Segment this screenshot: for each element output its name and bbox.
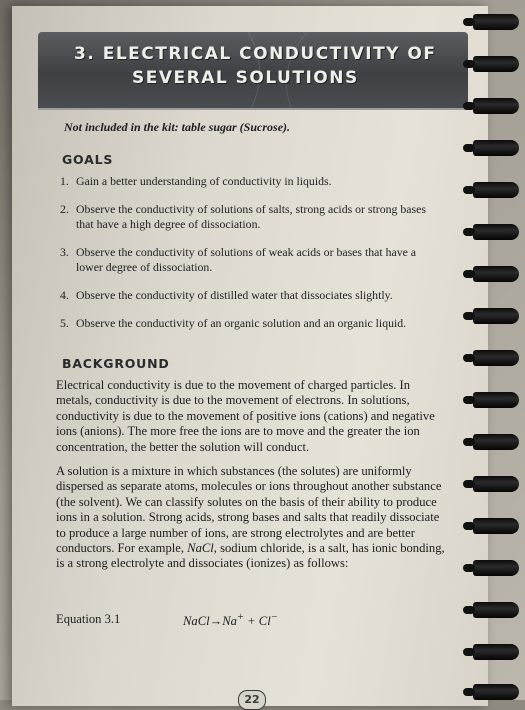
binding-ring-icon: [473, 14, 519, 30]
paragraph-text-end: sodium chloride, is a salt, has ionic bonding, is a strong electrolyte and dissociates (ionizes) as follows:: [56, 541, 445, 571]
background-paragraph-2: [56, 464, 446, 572]
chapter-banner: [38, 32, 468, 108]
background-heading: BACKGROUND: [62, 356, 170, 371]
binding-ring-icon: [473, 224, 519, 240]
equation-expression: [183, 612, 278, 629]
binding-ring-icon: [473, 266, 519, 282]
page-number: 22: [238, 690, 266, 710]
list-item-text: Gain a better understanding of conductivity in liquids.: [76, 174, 332, 188]
equation-product-1: Na: [222, 614, 237, 629]
list-item: [60, 316, 440, 331]
equation-label: Equation 3.1: [56, 612, 121, 626]
binding-ring-icon: [473, 392, 519, 408]
goals-heading: GOALS: [62, 152, 114, 167]
equation-charge-2: −: [270, 612, 278, 623]
binding-ring-icon: [473, 476, 519, 492]
list-item-text: Observe the conductivity of solutions of salts, strong acids or strong bases that have a high degree of dissociation.: [76, 202, 426, 231]
background-paragraph-1: Electrical conductivity is due to the movement of charged particles. In metals, conductivity is due to the movement of electrons. In solutions, conductivity is due to the movement of positive ions (cations) and negative ions (anions). The more free the ions are to move and the greater the ion concentration, the better the solution will conduct.: [56, 378, 435, 454]
list-item-number: 2.: [60, 202, 69, 216]
binding-ring-icon: [473, 560, 519, 576]
chapter-title: [74, 42, 454, 90]
list-item-number: 3.: [60, 245, 69, 259]
list-item: [60, 288, 440, 303]
binding-ring-icon: [473, 98, 519, 114]
binding-ring-icon: [473, 434, 519, 450]
binding-ring-icon: [473, 56, 519, 72]
chapter-title-line1: 3. ELECTRICAL CONDUCTIVITY OF: [74, 44, 437, 64]
paragraph-text-start: A solution is a mixture in which substances (the solutes) are uniformly dispersed as separate atoms, molecules or ions throughout another substance (the solvent). We can classify solutes on the basis of their ability to produce ions in a solution. Strong acids, strong bases and salts that readily dissociate to produce a large number of ions, are strong electrolytes and are better conductors. For example,: [56, 464, 442, 556]
list-item-text: Observe the conductivity of distilled water that dissociates slightly.: [76, 288, 393, 302]
equation-charge-1: +: [236, 612, 244, 623]
book-page: [12, 6, 488, 706]
goals-list: [60, 174, 440, 344]
equation-product-2: Cl: [258, 614, 271, 629]
binding-ring-icon: [473, 644, 519, 660]
equation-reactant: NaCl: [183, 614, 210, 629]
binding-ring-icon: [473, 518, 519, 534]
list-item-number: 1.: [60, 174, 69, 188]
binding-ring-icon: [473, 684, 519, 700]
binding-ring-icon: [473, 308, 519, 324]
chapter-title-line2: SEVERAL SOLUTIONS: [132, 68, 359, 88]
banner-divider: [38, 108, 468, 110]
list-item-text: Observe the conductivity of solutions of weak acids or bases that have a lower degree of dissociation.: [76, 245, 417, 274]
list-item-text: Observe the conductivity of an organic solution and an organic liquid.: [76, 316, 407, 330]
reaction-arrow-icon: →: [209, 614, 223, 629]
kit-note: Not included in the kit: table sugar (Sucrose).: [64, 120, 291, 134]
list-item: [60, 202, 440, 232]
list-item: [60, 245, 440, 275]
list-item-number: 5.: [60, 316, 69, 330]
list-item-number: 4.: [60, 288, 69, 302]
binding-ring-icon: [473, 350, 519, 366]
list-item: [60, 174, 440, 189]
binding-ring-icon: [473, 602, 519, 618]
binding-ring-icon: [473, 182, 519, 198]
equation-plus: +: [244, 614, 259, 629]
formula-nacl: NaCl,: [187, 541, 217, 556]
spiral-binding: [465, 0, 525, 700]
binding-ring-icon: [473, 140, 519, 156]
